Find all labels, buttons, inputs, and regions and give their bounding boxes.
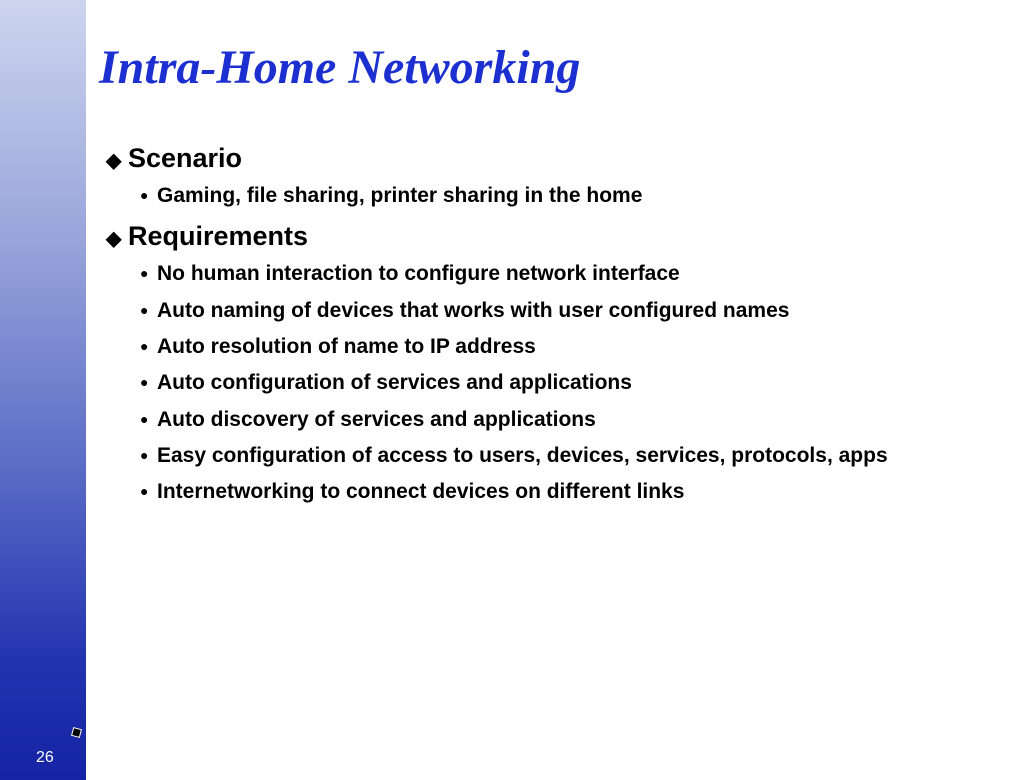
list-item — [140, 478, 966, 505]
list-item-text: Easy configuration of access to users, devices, services, protocols, apps — [157, 443, 888, 467]
diamond-bullet-icon: ◆ — [106, 150, 122, 172]
section-heading — [106, 141, 966, 176]
list-item-text: Gaming, file sharing, printer sharing in the home — [157, 184, 643, 208]
list-item — [140, 182, 966, 209]
diamond-bullet-icon: ◆ — [106, 228, 122, 251]
dot-bullet-icon: ● — [140, 187, 149, 204]
list-item — [140, 260, 966, 287]
list-item — [140, 297, 966, 324]
section-scenario — [106, 141, 966, 209]
dot-bullet-icon: ● — [140, 483, 149, 500]
bullet-list — [106, 182, 966, 209]
corner-mark-icon — [71, 727, 82, 738]
dot-bullet-icon: ● — [140, 374, 149, 391]
section-heading-text: Requirements — [128, 221, 309, 252]
section-heading — [106, 219, 966, 254]
list-item-text: Auto naming of devices that works with user configured names — [157, 298, 790, 322]
slide-title: Intra-Home Networking — [99, 41, 581, 94]
list-item — [140, 369, 966, 396]
list-item — [140, 333, 966, 360]
dot-bullet-icon: ● — [140, 338, 149, 355]
list-item — [140, 442, 966, 469]
list-item-text: Internetworking to connect devices on different links — [157, 480, 685, 504]
list-item-text: No human interaction to configure network interface — [157, 262, 680, 286]
list-item — [140, 406, 966, 433]
side-band — [0, 0, 86, 780]
section-requirements — [106, 219, 966, 505]
section-heading-text: Scenario — [128, 143, 243, 173]
dot-bullet-icon: ● — [140, 265, 149, 282]
dot-bullet-icon: ● — [140, 410, 149, 427]
slide-number: 26 — [36, 749, 54, 766]
dot-bullet-icon: ● — [140, 446, 149, 463]
bullet-list — [106, 260, 966, 505]
list-item-text: Auto configuration of services and applications — [157, 371, 632, 395]
dot-bullet-icon: ● — [140, 301, 149, 318]
list-item-text: Auto resolution of name to IP address — [157, 335, 536, 359]
slide-content — [106, 141, 966, 515]
list-item-text: Auto discovery of services and applications — [157, 407, 596, 431]
